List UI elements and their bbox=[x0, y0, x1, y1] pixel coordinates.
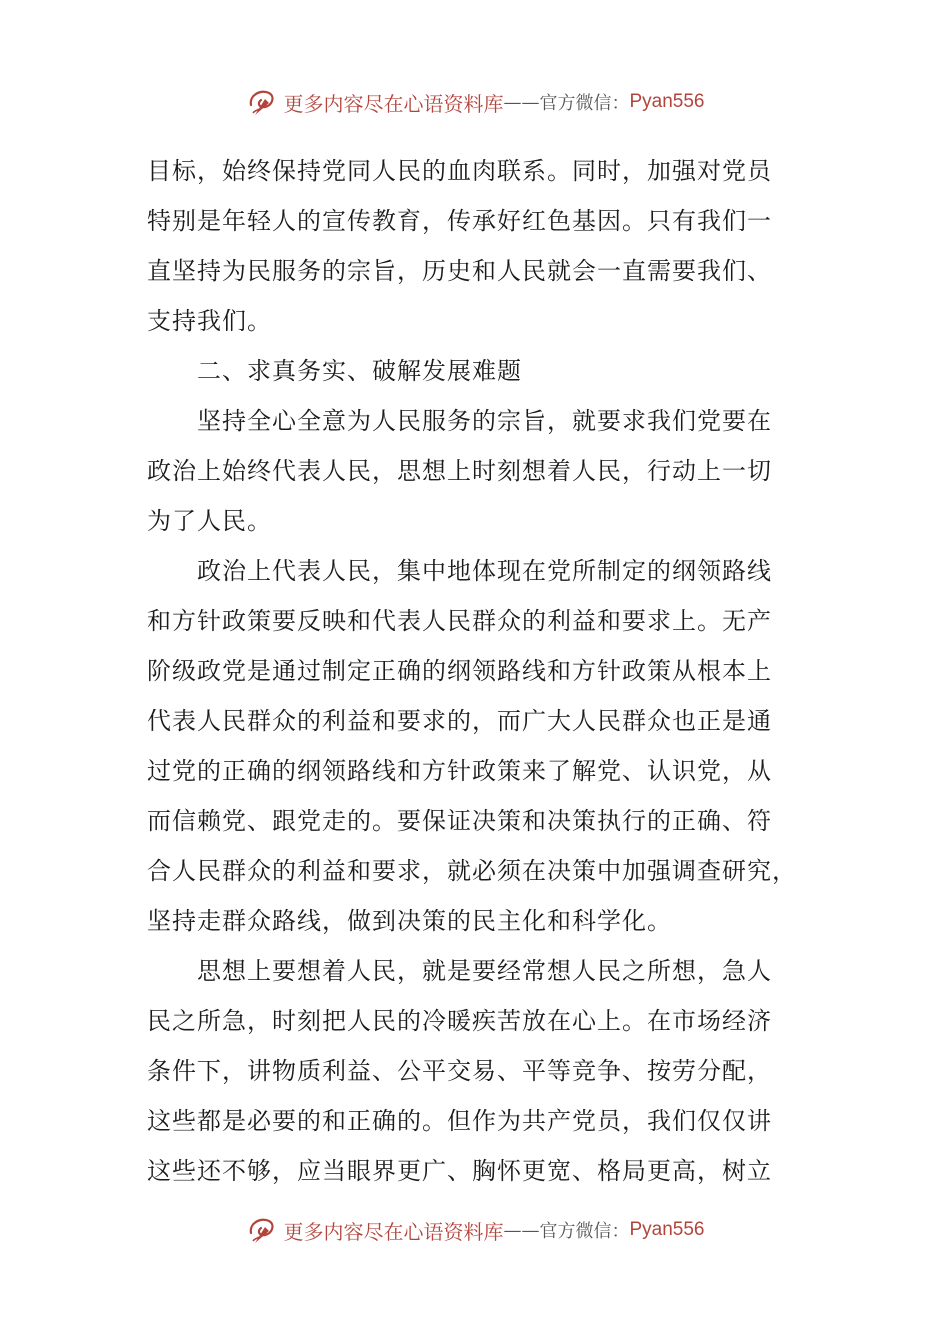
text-line: 政治上始终代表人民，思想上时刻想着人民，行动上一切 bbox=[147, 457, 772, 485]
text-line: 目标，始终保持党同人民的血肉联系。同时，加强对党员 bbox=[147, 157, 772, 185]
brand-text: 更多内容尽在心语资料库 bbox=[283, 91, 504, 116]
text-line: 过党的正确的纲领路线和方针政策来了解党、认识党，从 bbox=[147, 757, 772, 785]
text-line: 这些都是必要的和正确的。但作为共产党员，我们仅仅讲 bbox=[147, 1107, 772, 1135]
text-line: 民之所急，时刻把人民的冷暖疾苦放在心上。在市场经济 bbox=[147, 1007, 772, 1035]
wechat-id: Pyan556 bbox=[629, 1219, 705, 1240]
text-line: 为了人民。 bbox=[147, 507, 272, 535]
official-wechat-label: 官方微信： bbox=[539, 1221, 630, 1242]
pen-nib-swirl-icon bbox=[245, 85, 279, 119]
text-line: 支持我们。 bbox=[147, 307, 272, 335]
document-body bbox=[147, 146, 807, 1196]
header-banner bbox=[0, 82, 950, 122]
text-line: 代表人民群众的利益和要求的，而广大人民群众也正是通 bbox=[147, 707, 772, 735]
pen-nib-swirl-icon bbox=[245, 1213, 279, 1247]
brand-text: 更多内容尽在心语资料库 bbox=[283, 1219, 504, 1244]
text-line: 这些还不够，应当眼界更广、胸怀更宽、格局更高，树立 bbox=[147, 1157, 772, 1185]
text-line: 阶级政党是通过制定正确的纲领路线和方针政策从根本上 bbox=[147, 657, 772, 685]
text-line: 而信赖党、跟党走的。要保证决策和决策执行的正确、符 bbox=[147, 807, 772, 835]
section-heading: 二、求真务实、破解发展难题 bbox=[197, 357, 522, 385]
official-wechat-label: 官方微信： bbox=[539, 93, 630, 114]
text-line: 合人民群众的利益和要求，就必须在决策中加强调查研究， bbox=[147, 857, 797, 885]
text-line: 坚持走群众路线，做到决策的民主化和科学化。 bbox=[147, 907, 672, 935]
banner-dash: —— bbox=[503, 91, 540, 113]
paragraph-start: 思想上要想着人民，就是要经常想人民之所想，急人 bbox=[197, 957, 772, 985]
text-line: 直坚持为民服务的宗旨，历史和人民就会一直需要我们、 bbox=[147, 257, 772, 285]
text-line: 条件下，讲物质利益、公平交易、平等竞争、按劳分配， bbox=[147, 1057, 772, 1085]
paragraph-start: 政治上代表人民，集中地体现在党所制定的纲领路线 bbox=[197, 557, 772, 585]
text-line: 特别是年轻人的宣传教育，传承好红色基因。只有我们一 bbox=[147, 207, 772, 235]
paragraph-start: 坚持全心全意为人民服务的宗旨，就要求我们党要在 bbox=[197, 407, 772, 435]
text-line: 和方针政策要反映和代表人民群众的利益和要求上。无产 bbox=[147, 607, 772, 635]
wechat-id: Pyan556 bbox=[629, 91, 705, 112]
footer-banner bbox=[0, 1210, 950, 1250]
banner-dash: —— bbox=[503, 1219, 540, 1241]
